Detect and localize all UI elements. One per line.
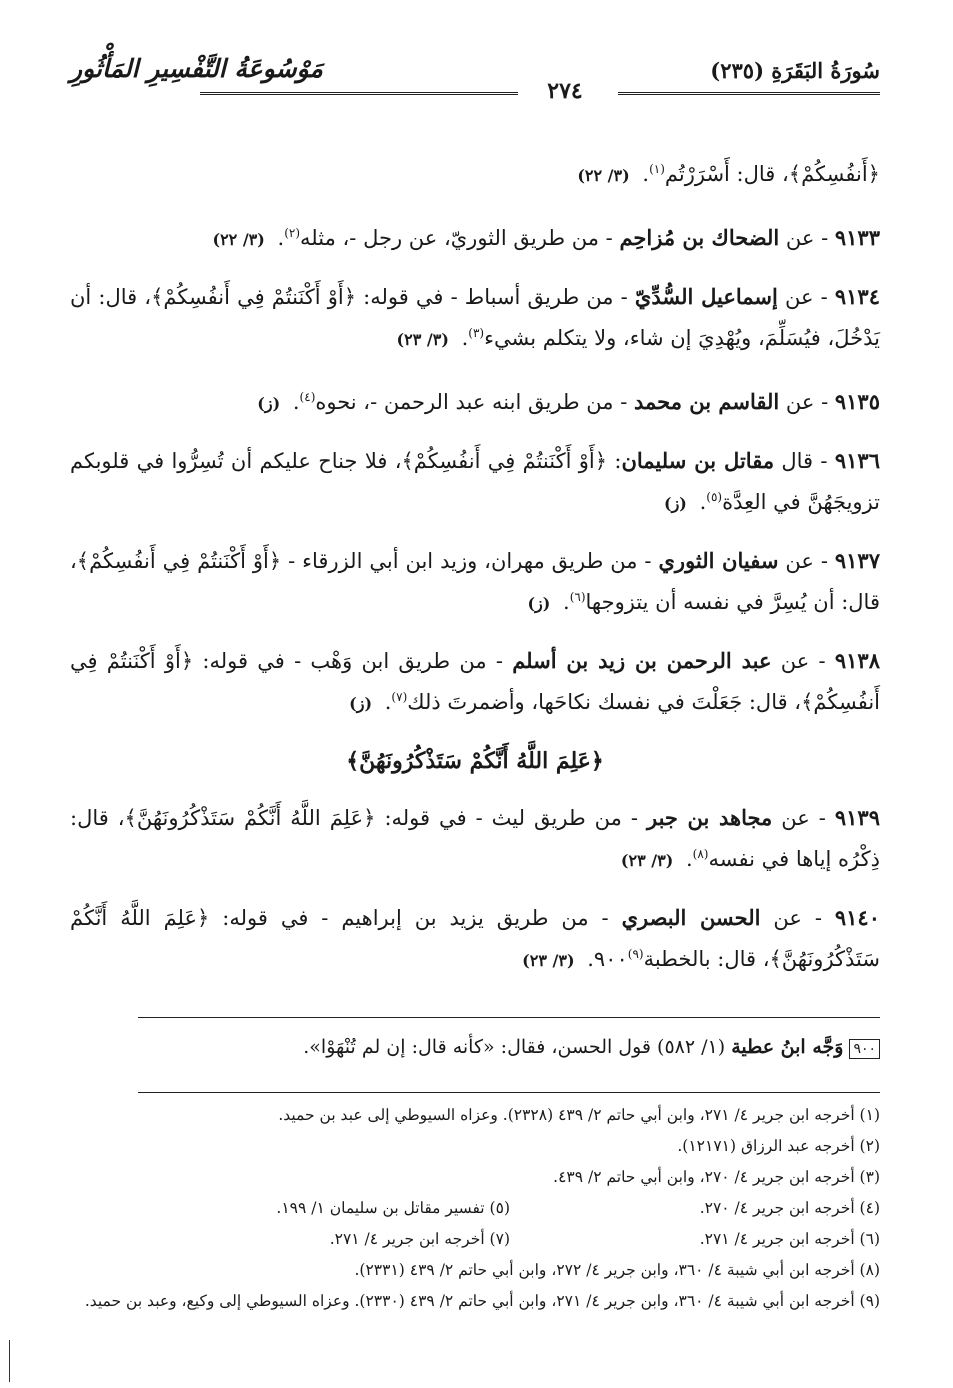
narration-number: ٩١٤٠ — [834, 905, 880, 930]
narration-connector: - عن — [779, 390, 835, 414]
narration-entry — [70, 900, 880, 979]
note-tag[interactable]: ٩٠٠ — [849, 1039, 880, 1059]
narration-number: ٩١٣٧ — [834, 548, 880, 573]
narration-entry — [70, 543, 880, 622]
source-reference: (ز) — [664, 494, 687, 513]
footnote-pair — [70, 1224, 880, 1255]
narration-text: - من طريق أسباط - في قوله: ﴿أَوْ أَكْنَنتُمْ فِي أَنفُسِكُمْ﴾، قال: أن يَدْخُلَ، فيُسَلِّمَ، ويُهْدِيَ إن شاء، ولا يتكلم بشيء — [70, 285, 880, 350]
narrator-name: مقاتل بن سليمان — [621, 448, 775, 473]
book-page — [70, 52, 880, 1372]
footnote-item: (٦) أخرجه ابن جرير ٤/ ٢٧١. — [699, 1230, 880, 1248]
narrator-name: مجاهد بن جبر — [646, 805, 773, 830]
narrator-name: إسماعيل السُّدِّيّ — [634, 284, 778, 309]
narration-text: : ﴿أَوْ أَكْنَنتُمْ فِي أَنفُسِكُمْ﴾، فلا جناح عليكم أن تُسِرُّوا في قلوبكم تزويجَهُنَّ في العِدَّة — [70, 449, 880, 514]
narration-connector: - عن — [779, 226, 835, 250]
footnote-marker[interactable]: (٣) — [468, 326, 485, 340]
narrator-name: الحسن البصري — [621, 905, 761, 930]
note-separator — [138, 1017, 880, 1018]
narration-end: . — [384, 690, 392, 714]
header-rule — [70, 78, 880, 104]
note-author: وَجَّه ابنُ عطية — [731, 1036, 844, 1058]
footnote-marker[interactable]: (٢) — [284, 226, 301, 240]
source-reference: (ز) — [527, 594, 551, 613]
footnote-item: (١) أخرجه ابن جرير ٤/ ٢٧١، وابن أبي حاتم ٢/ ٤٣٩ (٢٣٢٨). وعزاه السيوطي إلى عبد بن حميد. — [278, 1106, 880, 1124]
narration-connector: - عن — [772, 806, 835, 830]
commentary-note — [70, 1032, 880, 1062]
footnote-marker[interactable]: (٥) — [706, 490, 723, 504]
footnote-item: (٤) أخرجه ابن جرير ٤/ ٢٧٠. — [699, 1199, 880, 1217]
source-reference: (٣/ ٢٣) — [522, 951, 575, 970]
footnote-item: (٢) أخرجه عبد الرزاق (١٢١٧١). — [677, 1137, 880, 1155]
narrator-name: القاسم بن محمد — [633, 389, 780, 414]
footnote-item: (٨) أخرجه ابن أبي شيبة ٤/ ٣٦٠، وابن جرير ٤/ ٢٧٢، وابن أبي حاتم ٢/ ٤٣٩ (٢٣٣١). — [354, 1261, 880, 1279]
footnote-item: (٥) تفسير مقاتل بن سليمان ١/ ١٩٩. — [276, 1199, 510, 1217]
source-reference: (٣/ ٢٣) — [620, 851, 674, 870]
narration-text: - من طريق ليث - في قوله: ﴿عَلِمَ اللَّهُ أَنَّكُمْ سَتَذْكُرُونَهُنَّ﴾، قال: ذِكْرُه إياها في نفسه — [70, 806, 880, 871]
narration-end: . — [685, 847, 693, 871]
verse-heading: ﴿عَلِمَ اللَّهُ أَنَّكُمْ سَتَذْكُرُونَهُنَّ﴾ — [346, 748, 604, 774]
footnote-pair — [70, 1193, 880, 1224]
header-rule-right — [618, 92, 880, 95]
narration-number: ٩١٣٥ — [834, 389, 880, 414]
narration-entry — [70, 151, 880, 194]
header-rule-left — [200, 92, 518, 95]
narrator-name: سفيان الثوري — [658, 548, 779, 573]
footnote-item: (٧) أخرجه ابن جرير ٤/ ٢٧١. — [329, 1230, 510, 1248]
source-reference: (ز) — [257, 394, 281, 413]
narration-number: ٩١٣٤ — [834, 284, 880, 309]
narration-connector: - قال — [774, 449, 835, 473]
source-reference: (٣/ ٢٢) — [212, 230, 265, 249]
note-text: (١/ ٥٨٢) قول الحسن، فقال: «كأنه قال: إن لم تُنْهَوْا». — [303, 1036, 732, 1058]
narration-end: . — [642, 162, 650, 186]
narration-end: ٩٠٠. — [587, 947, 628, 971]
narration-connector: - عن — [771, 649, 835, 673]
narration-entry — [70, 800, 880, 879]
narration-text: - من طريق ابنه عبد الرحمن -، نحوه — [315, 390, 634, 414]
surah-heading: سُورَةُ البَقَرَةِ (٢٣٥) — [710, 58, 880, 83]
narration-connector: - عن — [760, 906, 835, 930]
narrator-name: الضحاك بن مُزاحِم — [619, 225, 780, 250]
narrations — [70, 130, 880, 993]
narration-end: . — [461, 326, 469, 350]
source-reference: (ز) — [349, 694, 373, 713]
narration-number: ٩١٣٦ — [834, 448, 880, 473]
narration-entry — [70, 279, 880, 358]
narration-end: . — [699, 490, 707, 514]
narration-number: ٩١٣٩ — [834, 805, 880, 830]
narration-end: . — [563, 590, 570, 614]
narration-entry — [70, 215, 880, 258]
narration-number: ٩١٣٨ — [834, 648, 880, 673]
footnote-marker[interactable]: (٩) — [627, 947, 644, 961]
footnote-item: (٣) أخرجه ابن جرير ٤/ ٢٧٠، وابن أبي حاتم ٢/ ٤٣٩. — [553, 1168, 880, 1186]
narration-entry — [70, 643, 880, 722]
footnotes — [70, 1100, 880, 1317]
footnote-marker[interactable]: (٧) — [391, 690, 408, 704]
footnote-item: (٩) أخرجه ابن أبي شيبة ٤/ ٣٦٠، وابن جرير ٤/ ٢٧١، وابن أبي حاتم ٢/ ٤٣٩ (٢٣٣٠). وعزاه السيوطي إلى وكيع، وعبد بن حميد. — [84, 1292, 880, 1310]
narration-text: - من طريق الثوريّ، عن رجل -، مثله — [300, 226, 620, 250]
narrator-name: عبد الرحمن بن زيد بن أسلم — [512, 648, 772, 673]
narration-text: - من طريق ابن وَهْب - في قوله: ﴿أَوْ أَكْنَنتُمْ فِي أَنفُسِكُمْ﴾، قال: جَعَلْتَ في نفسك نكاحَها، وأضمرتَ ذلك — [70, 649, 880, 714]
narration-entry — [70, 443, 880, 522]
narration-connector: - عن — [777, 285, 835, 309]
narration-text: - من طريق يزيد بن إبراهيم - في قوله: ﴿عَلِمَ اللَّهُ أَنَّكُمْ سَتَذْكُرُونَهُنَّ﴾، قال: بالخطبة — [70, 906, 880, 971]
page-header — [70, 52, 880, 102]
narration-end: . — [277, 226, 285, 250]
book-title: مَوْسُوعَةُ التَّفْسِيرِ المَأْثُورِ — [70, 54, 323, 83]
narration-text: ﴿أَنفُسِكُمْ﴾، قال: أَسْرَرْتُم — [664, 162, 880, 186]
narration-number: ٩١٣٣ — [834, 225, 880, 250]
footnote-separator — [138, 1092, 880, 1093]
source-reference: (٣/ ٢٢) — [577, 166, 630, 185]
narration-connector: - عن — [778, 549, 835, 573]
footnote-marker[interactable]: (٤) — [299, 390, 316, 404]
narration-text: - من طريق مهران، وزيد ابن أبي الزرقاء - ﴿أَوْ أَكْنَنتُمْ فِي أَنفُسِكُمْ﴾، قال: أن يُسِرَّ في نفسه أن يتزوجها — [70, 549, 880, 614]
source-reference: (٣/ ٢٣) — [396, 330, 449, 349]
page-number: ٢٧٤ — [547, 78, 583, 104]
footnote-marker[interactable]: (٨) — [692, 847, 709, 861]
margin-mark — [9, 1340, 10, 1382]
narration-end: . — [292, 390, 300, 414]
footnote-marker[interactable]: (١) — [649, 162, 665, 176]
footnote-marker[interactable]: (٦) — [569, 590, 586, 604]
narration-entry — [70, 379, 880, 422]
